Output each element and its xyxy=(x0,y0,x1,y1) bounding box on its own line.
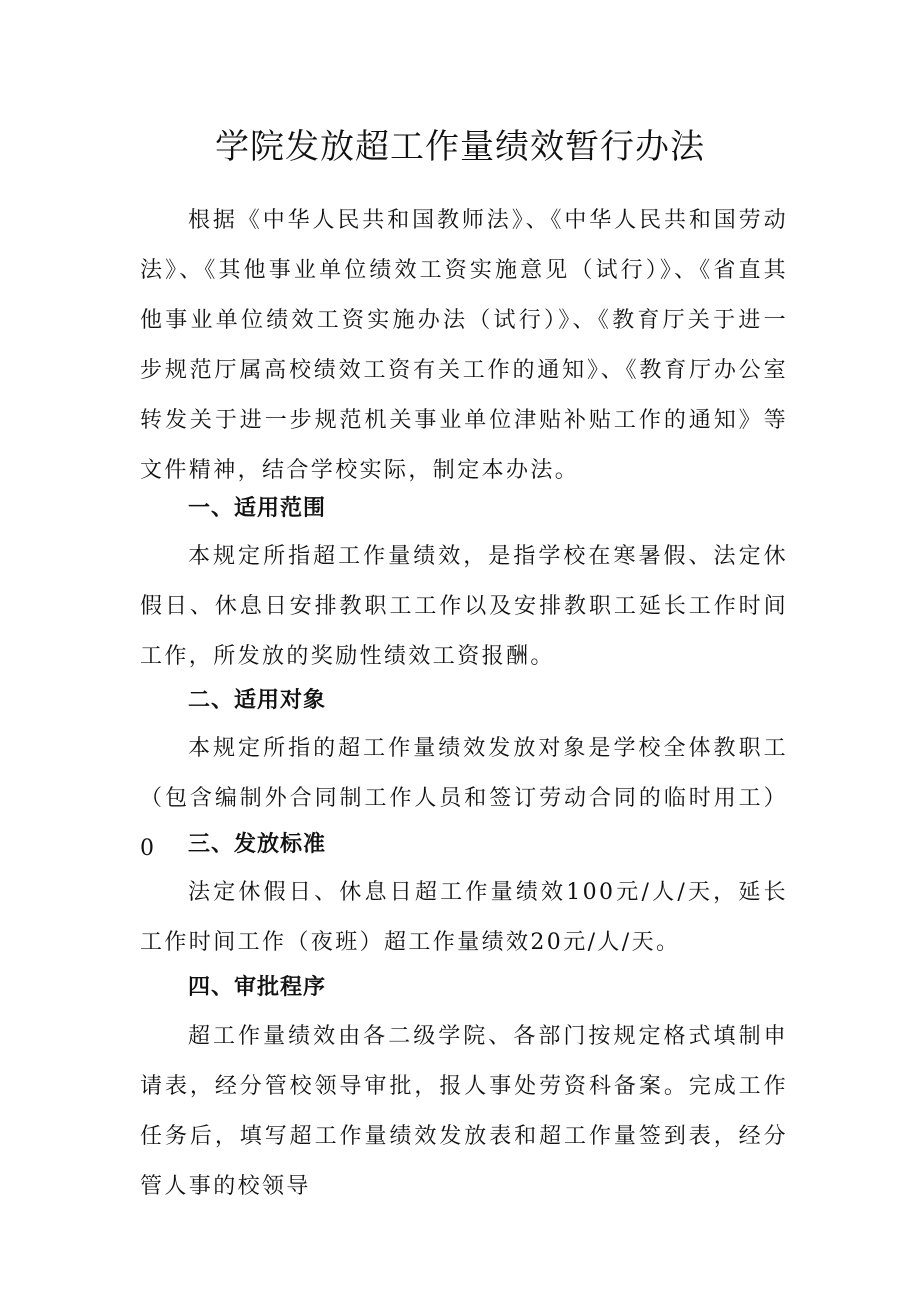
section-text-standard: 法定休假日、休息日超工作量绩效100元/人/天，延长工作时间工作（夜班）超工作量绩效20元/人/天。 xyxy=(140,880,788,955)
section-heading-target: 二、适用对象 xyxy=(188,688,327,713)
section-heading-approval: 四、审批程序 xyxy=(188,975,327,1000)
section-text-approval: 超工作量绩效由各二级学院、各部门按规定格式填制申请表，经分管校领导审批，报人事处劳资科备案。完成工作任务后，填写超工作量绩效发放表和超工作量签到表，经分管人事的校领导 xyxy=(140,1024,788,1199)
document-title: 学院发放超工作量绩效暂行办法 xyxy=(215,127,705,167)
intro-paragraph: 根据《中华人民共和国教师法》、《中华人民共和国劳动法》、《其他事业单位绩效工资实施意见（试行）》、《省直其他事业单位绩效工资实施办法（试行）》、《教育厅关于进一步规范厅属高校绩效工资有关工作的通知》、《教育厅办公室转发关于进一步规范机关事业单位津贴补贴工作的通知》等文件精神，结合学校实际，制定本办法。 xyxy=(140,208,788,483)
section-text-target: 本规定所指的超工作量绩效发放对象是学校全体教职工（包含编制外合同制工作人员和签订劳动合同的临时用工）0 xyxy=(140,736,788,861)
section-text-scope: 本规定所指超工作量绩效，是指学校在寒暑假、法定休假日、休息日安排教职工工作以及安排教职工延长工作时间工作，所发放的奖励性绩效工资报酬。 xyxy=(140,544,788,669)
section-heading-scope: 一、适用范围 xyxy=(188,496,327,521)
section-heading-standard: 三、发放标准 xyxy=(188,832,327,857)
